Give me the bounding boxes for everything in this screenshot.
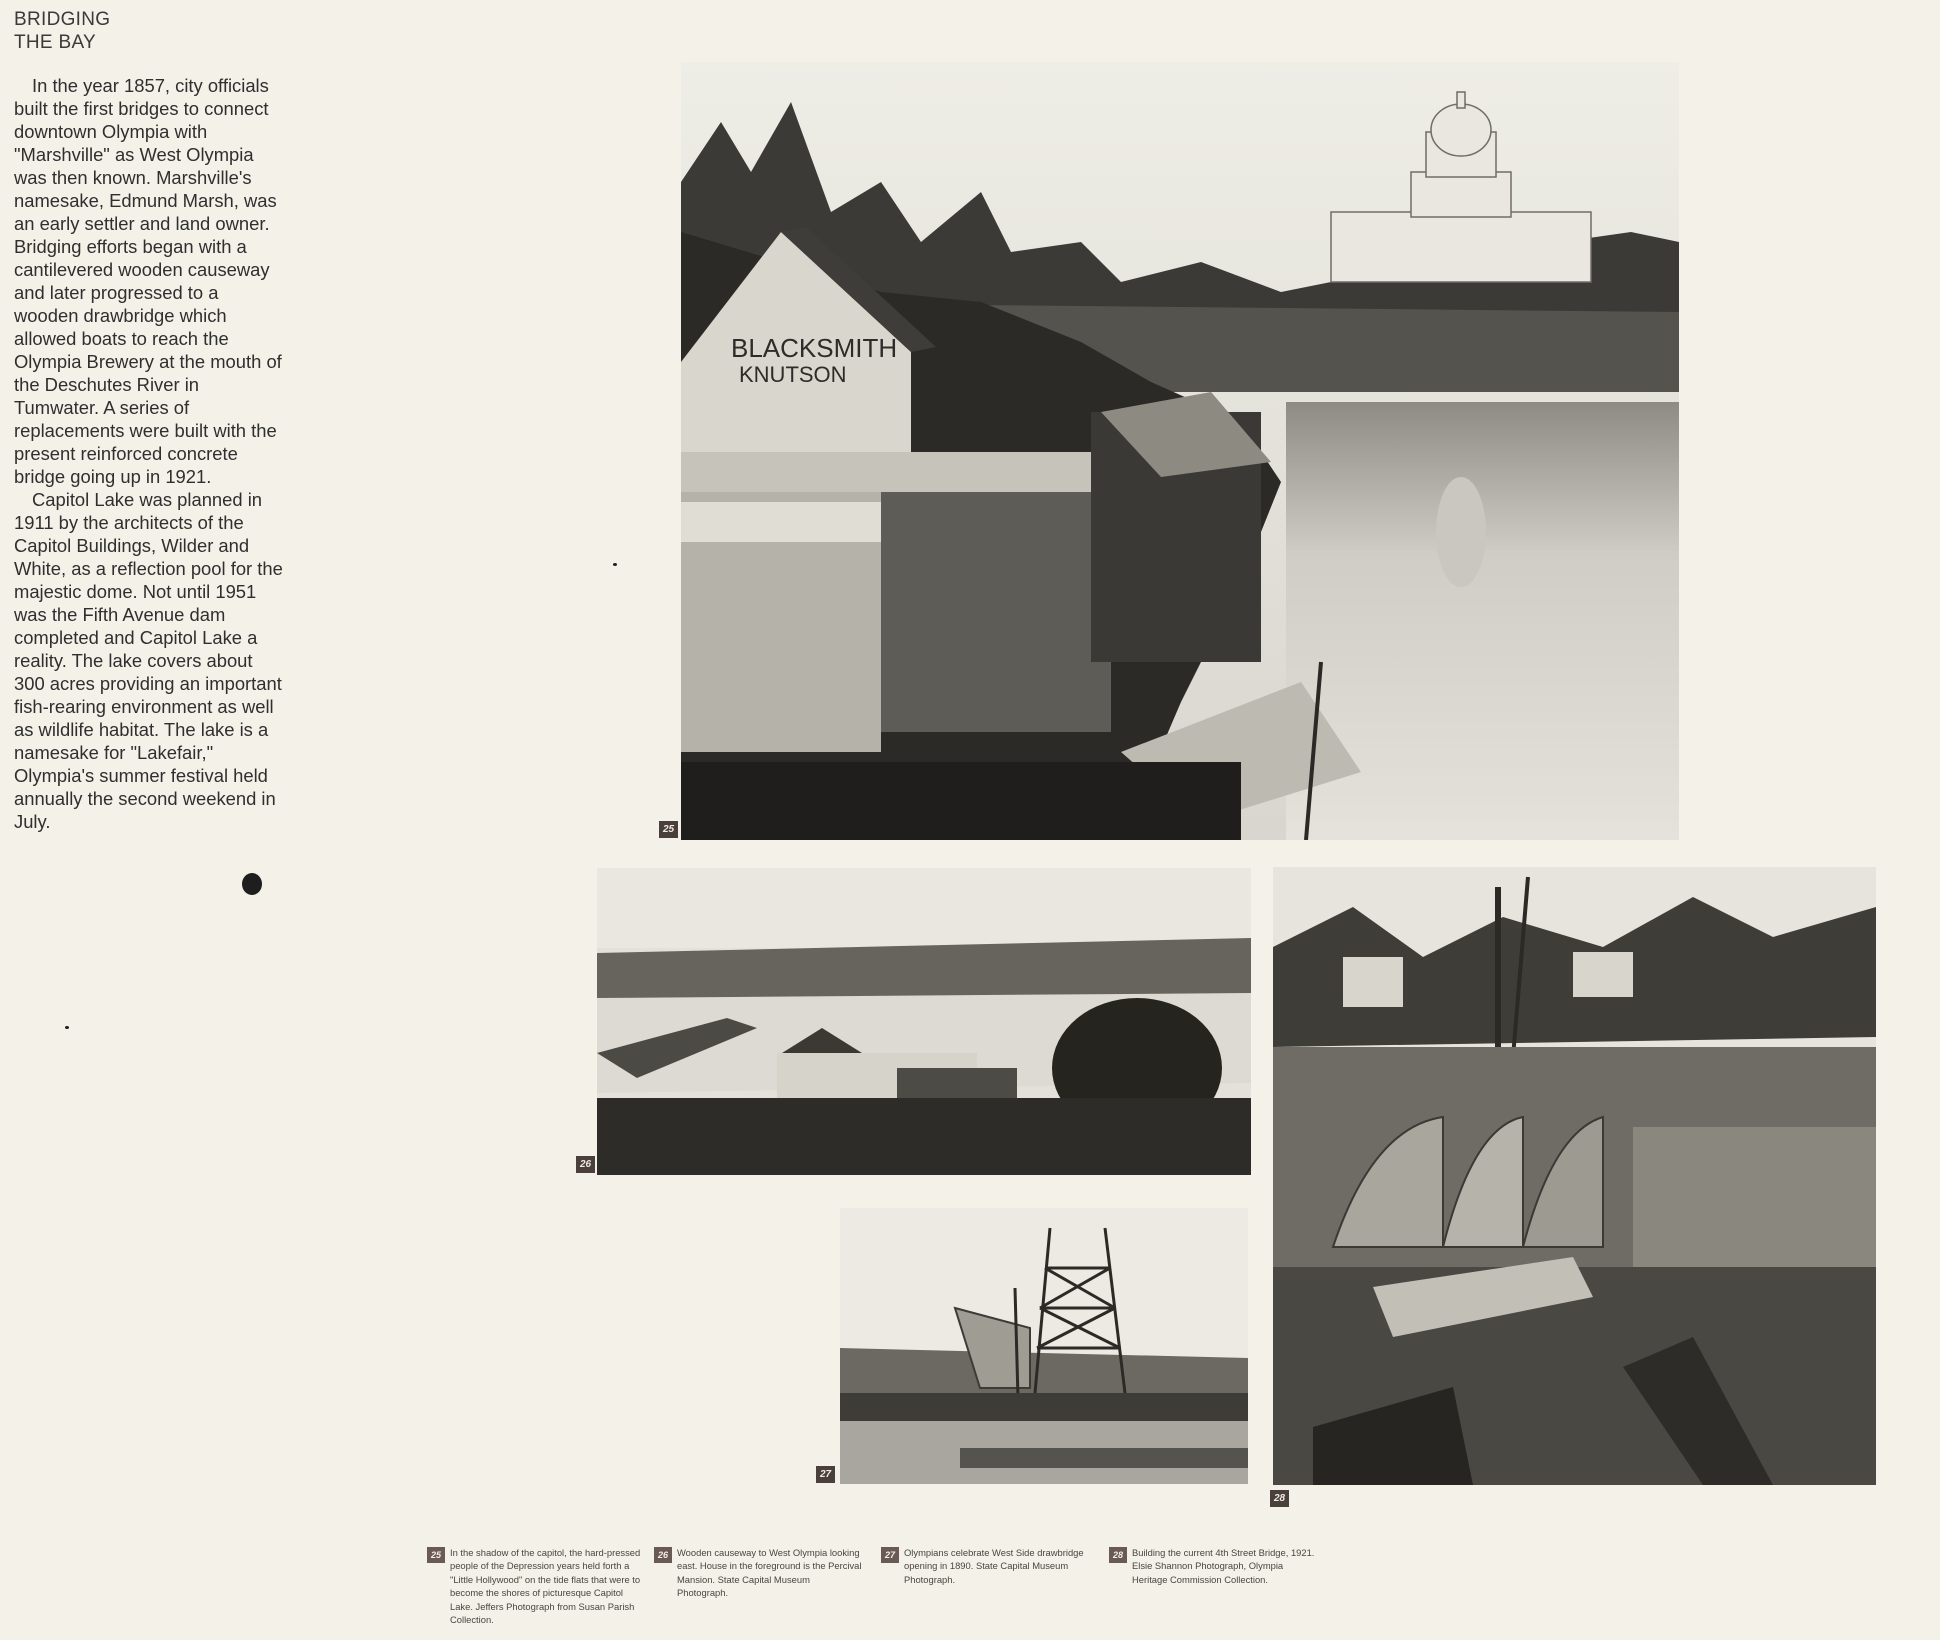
photo-25-badge: 25: [659, 821, 678, 838]
caption-26: [654, 1546, 864, 1606]
body-paragraph-1: In the year 1857, city officials built the first bridges to connect downtown Olympia with "Marshville" as West Olympia was then known. Marshville's namesake, Edmund Marsh, was an early settler and land owner. Bridging efforts began with a cantilevered wooden causeway and later progressed to a wooden drawbridge which allowed boats to reach the Olympia Brewery at the mouth of the Deschutes River in Tumwater. A series of replacements were built with the present reinforced concrete bridge going up in 1921.: [14, 75, 282, 487]
exhibit-title: [14, 8, 214, 54]
caption-25: [427, 1546, 647, 1626]
caption-25-number: 25: [427, 1547, 445, 1563]
photo-28-building-4th-street-bridge: [1273, 867, 1876, 1485]
svg-text:BLACKSMITH: BLACKSMITH: [731, 333, 898, 363]
title-line-1: BRIDGING: [14, 9, 111, 30]
title-line-2: THE BAY: [14, 32, 96, 53]
body-paragraph-2: Capitol Lake was planned in 1911 by the architects of the Capitol Buildings, Wilder and White, as a reflection pool for the majestic dome. Not until 1951 was the Fifth Avenue dam completed and Capitol Lake a reality. The lake covers about 300 acres providing an important fish-rearing environment as well as wildlife habitat. The lake is a namesake for "Lakefair," Olympia's summer festival held annually the second weekend in July.: [14, 489, 283, 832]
photo-28-badge: 28: [1270, 1490, 1289, 1507]
caption-27-number: 27: [881, 1547, 899, 1563]
speck: [613, 563, 617, 566]
caption-28-number: 28: [1109, 1547, 1127, 1563]
caption-27: [881, 1546, 1091, 1586]
photo-27-image: [840, 1208, 1248, 1484]
photo-26-wooden-causeway: [597, 868, 1251, 1175]
photo-26-badge: 26: [576, 1156, 595, 1173]
caption-25-text: In the shadow of the capitol, the hard-pressed people of the Depression years held forth a "Little Hollywood" on the tide flats that were to become the shores of picturesque Capitol Lake. Jeffers Photograph from Susan Parish Collection.: [450, 1547, 641, 1626]
photo-25-little-hollywood: [681, 62, 1679, 840]
photo-28-image: [1273, 867, 1876, 1485]
mounting-hole: [242, 873, 262, 895]
caption-26-text: Wooden causeway to West Olympia looking east. House in the foreground is the Percival Mansion. State Capital Museum Photograph.: [677, 1547, 862, 1599]
photo-27-drawbridge-opening: [840, 1208, 1248, 1484]
caption-28: [1109, 1546, 1319, 1596]
caption-27-text: Olympians celebrate West Side drawbridge opening in 1890. State Capital Museum Photograph.: [904, 1547, 1084, 1585]
caption-28-text: Building the current 4th Street Bridge, 1921. Elsie Shannon Photograph, Olympia Heritage Commission Collection.: [1132, 1547, 1315, 1585]
photo-26-image: [597, 868, 1251, 1175]
speck: [65, 1026, 69, 1029]
photo-27-badge: 27: [816, 1466, 835, 1483]
exhibit-body-text: [14, 74, 286, 833]
photo-25-image: [681, 62, 1679, 840]
svg-text:KNUTSON: KNUTSON: [739, 362, 847, 387]
caption-26-number: 26: [654, 1547, 672, 1563]
